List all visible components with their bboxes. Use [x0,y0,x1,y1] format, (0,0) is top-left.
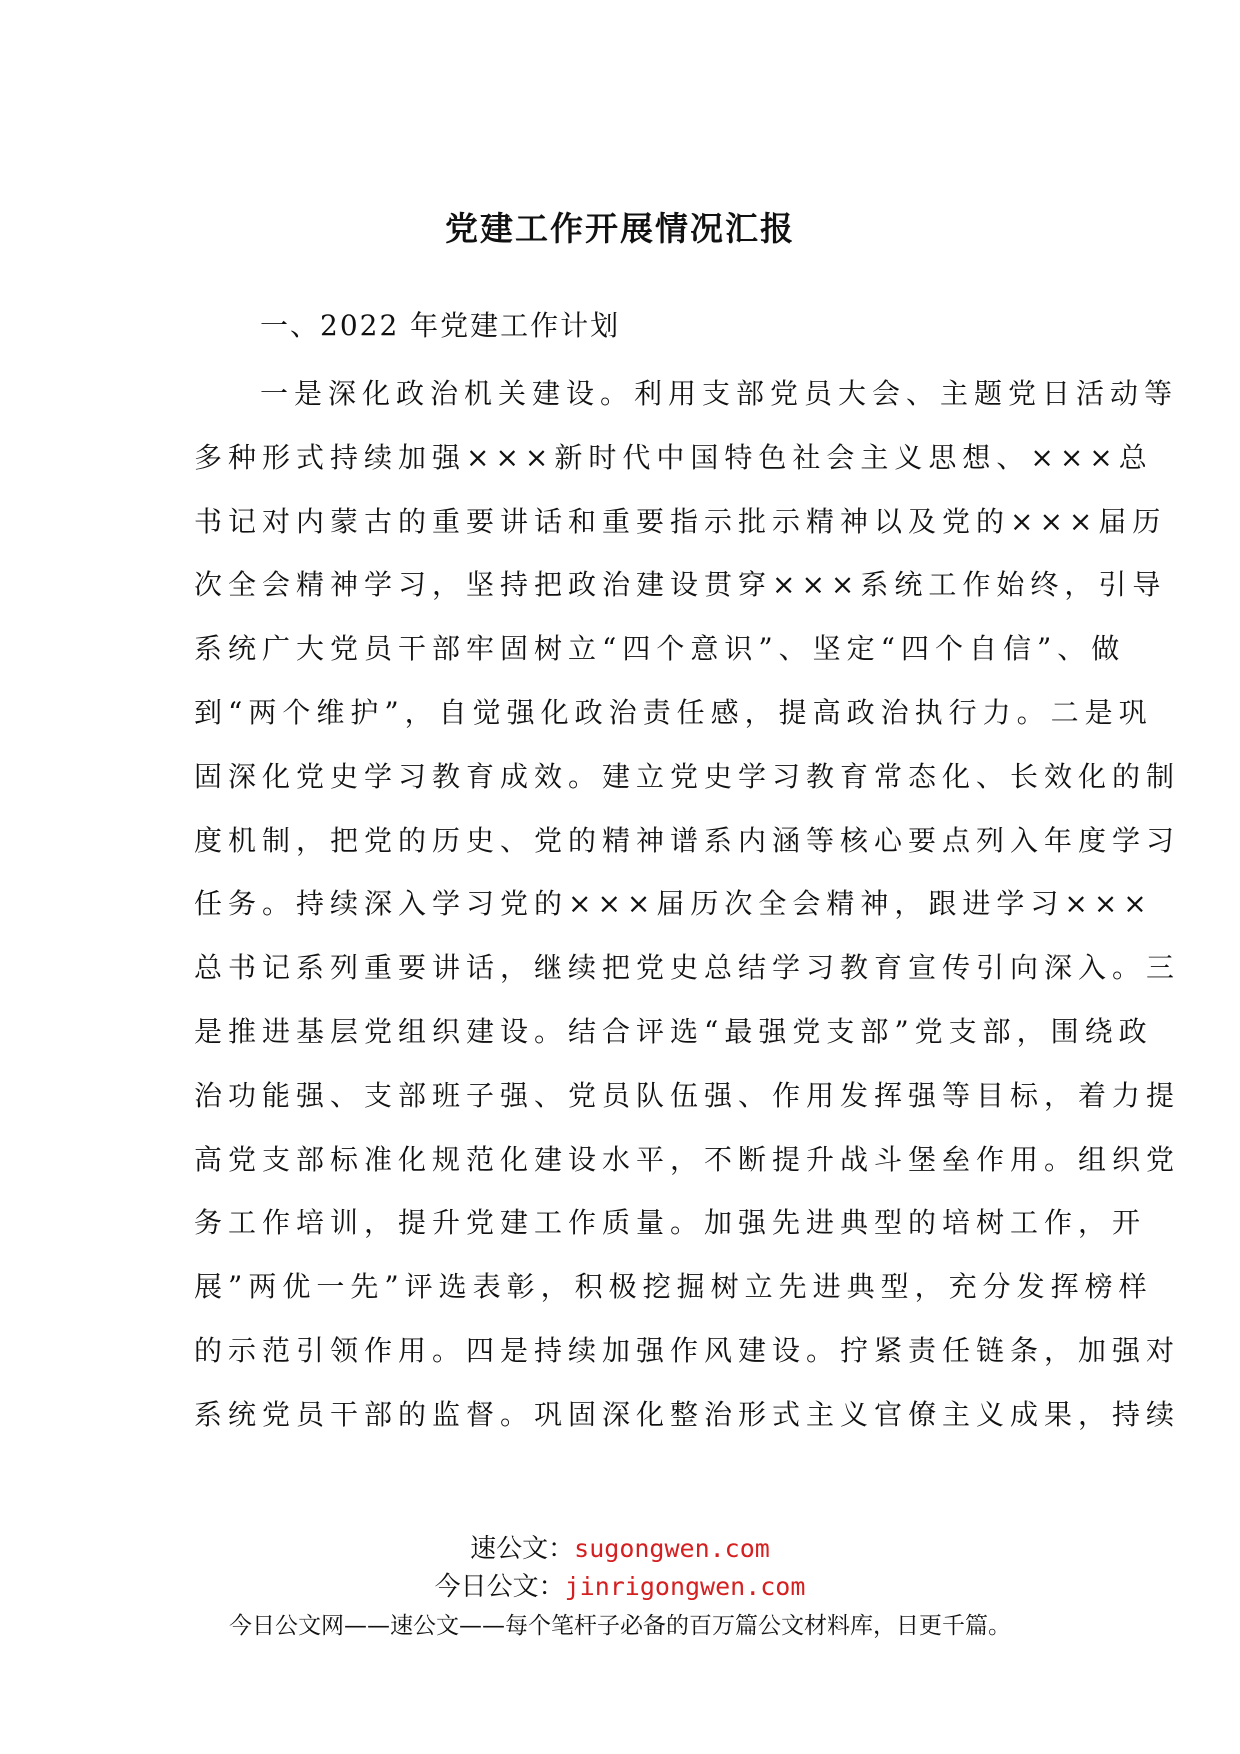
body-line [0,1267,1240,1331]
body-line [0,374,1240,438]
body-line-text: 多种形式持续加强×××新时代中国特色社会主义思想、×××总 [194,440,1153,474]
body-line [0,948,1240,1012]
body-line [0,884,1240,948]
body-line [0,757,1240,821]
body-line-text: 展”两优一先”评选表彰，积极挖掘树立先进典型，充分发挥榜样 [194,1270,1153,1304]
body-line [0,821,1240,885]
body-line-text: 系统党员干部的监督。巩固深化整治形式主义官僚主义成果，持续 [194,1397,1181,1431]
body-line [0,438,1240,502]
footer-sugongwen-row [0,1530,1240,1568]
footer [0,1530,1240,1642]
jinrigongwen-link[interactable]: jinrigongwen.com [564,1572,806,1601]
footer-slogan: 今日公文网——速公文——每个笔杆子必备的百万篇公文材料库，日更千篇。 [229,1613,1011,1639]
body-line [0,629,1240,693]
body-line [0,502,1240,566]
body-line-text: 书记对内蒙古的重要讲话和重要指示批示精神以及党的×××届历 [194,504,1167,538]
body-line-text: 总书记系列重要讲话，继续把党史总结学习教育宣传引向深入。三 [194,951,1181,985]
body-line-text: 务工作培训，提升党建工作质量。加强先进典型的培树工作，开 [194,1206,1147,1240]
body-line-text: 任务。持续深入学习党的×××届历次全会精神，跟进学习××× [194,887,1153,921]
body-line-text: 固深化党史学习教育成效。建立党史学习教育常态化、长效化的制 [194,759,1181,793]
body-line-text: 度机制，把党的历史、党的精神谱系内涵等核心要点列入年度学习 [194,823,1181,857]
body-line [0,1012,1240,1076]
body-line [0,1395,1240,1459]
body-line [0,693,1240,757]
body-line [0,1140,1240,1204]
body-line-text: 一是深化政治机关建设。利用支部党员大会、主题党日活动等 [260,377,1179,410]
document-body [0,374,1240,1459]
body-line-text: 是推进基层党组织建设。结合评选“最强党支部”党支部，围绕政 [194,1014,1153,1048]
body-line [0,1076,1240,1140]
footer-sugongwen-label: 速公文： [470,1534,575,1564]
footer-jinrigongwen-label: 今日公文： [434,1572,565,1602]
body-line [0,565,1240,629]
body-line-text: 治功能强、支部班子强、党员队伍强、作用发挥强等目标，着力提 [194,1078,1181,1112]
body-line-text: 到“两个维护”，自觉强化政治责任感，提高政治执行力。二是巩 [194,695,1153,729]
document-title: 党建工作开展情况汇报 [445,209,795,248]
section-heading: 一、2022 年党建工作计划 [260,309,621,342]
body-line-text: 系统广大党员干部牢固树立“四个意识”、坚定“四个自信”、做 [194,632,1126,666]
body-line-text: 高党支部标准化规范化建设水平，不断提升战斗堡垒作用。组织党 [194,1142,1181,1176]
body-line-text: 次全会精神学习，坚持把政治建设贯穿×××系统工作始终，引导 [194,568,1167,602]
footer-jinrigongwen-row [0,1568,1240,1606]
body-line [0,1203,1240,1267]
body-line [0,1331,1240,1395]
body-line-text: 的示范引领作用。四是持续加强作风建设。拧紧责任链条，加强对 [194,1333,1181,1367]
sugongwen-link[interactable]: sugongwen.com [574,1534,770,1563]
